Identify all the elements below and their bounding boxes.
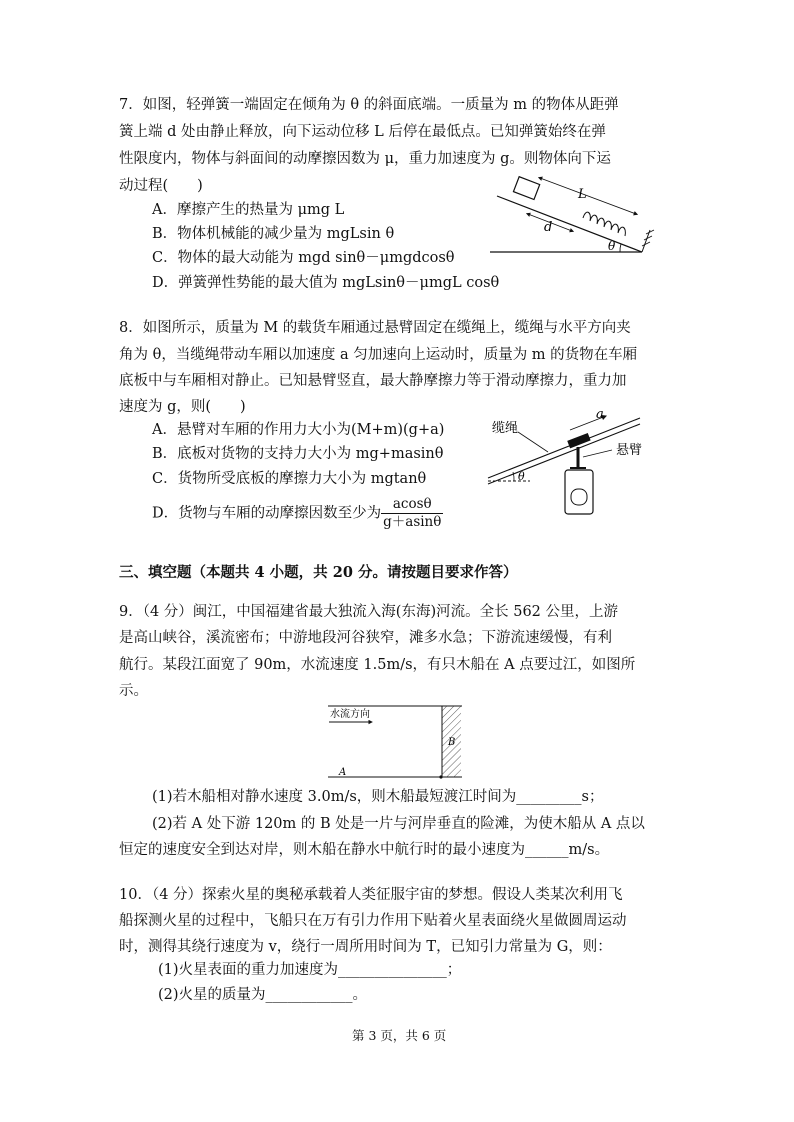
q10-stem-line-1: 10．（4 分）探索火星的奥秘承载着人类征服宇宙的梦想。假设人类某次利用飞 [119,887,623,903]
q8-option-c: C．货物所受底板的摩擦力大小为 mgtanθ [152,471,427,487]
q8-stem-line-3: 底板中与车厢相对静止。已知悬臂竖直，最大静摩擦力等于滑动摩擦力，重力加 [119,373,627,389]
q7-stem-line-3: 性限度内，物体与斜面间的动摩擦因数为 μ，重力加速度为 g。则物体向下运 [119,151,611,167]
q7-option-c: C．物体的最大动能为 mgd sinθ－μmgdcosθ [152,250,455,266]
q10-part-2: (2)火星的质量为____________。 [158,987,368,1003]
q7-label-L: L [578,187,587,202]
q9-stem-line-4: 示。 [119,683,148,699]
q10-stem-line-2: 船探测火星的过程中，飞船只在万有引力作用下贴着火星表面绕火星做圆周运动 [119,913,627,929]
q7-option-a: A．摩擦产生的热量为 μmg L [152,202,345,218]
q8-option-d-numerator: acosθ [381,496,443,514]
q8-option-d-prefix: D．货物与车厢的动摩擦因数至少为 [152,505,382,522]
q9-label-flow: 水流方向 [330,709,370,720]
page-footer: 第 3 页，共 6 页 [352,1028,447,1043]
q9-label-A: A [339,767,347,778]
q9-stem-line-1: 9．（4 分）闽江，中国福建省最大独流入海(东海)河流。全长 562 公里，上游 [119,604,619,620]
q8-stem-line-1: 8．如图所示，质量为 M 的载货车厢通过悬臂固定在缆绳上，缆绳与水平方向夹 [119,320,631,336]
q7-stem-line-4: 动过程( ) [119,178,203,194]
q9-label-B: B [448,737,456,748]
q7-option-b: B．物体机械能的减少量为 mgLsin θ [152,226,395,242]
q9-part-2-cont: 恒定的速度安全到达对岸，则木船在静水中航行时的最小速度为______m/s。 [119,842,610,858]
q7-stem-line-1: 7．如图，轻弹簧一端固定在倾角为 θ 的斜面底端。一质量为 m 的物体从距弹 [119,97,619,113]
q8-label-theta: θ [518,470,525,483]
q9-part-2: (2)若 A 处下游 120m 的 B 处是一片与河岸垂直的险滩，为使木船从 A 点以 [152,816,645,832]
q7-stem-line-2: 簧上端 d 处由静止释放，向下运动位移 L 后停在最低点。已知弹簧始终在弹 [119,124,606,140]
q7-label-d: d [544,220,553,235]
q9-stem-line-2: 是高山峡谷，溪流密布；中游地段河谷狭窄，滩多水急；下游流速缓慢，有利 [119,630,612,646]
q10-part-1: (1)火星表面的重力加速度为_______________； [158,962,462,978]
q7-option-d: D．弹簧弹性势能的最大值为 mgLsinθ－μmgL cosθ [152,275,500,291]
q9-stem-line-3: 航行。某段江面宽了 90m，水流速度 1.5m/s，有只木船在 A 点要过江，如图所 [119,657,636,673]
q10-stem-line-3: 时，测得其绕行速度为 v，绕行一周所用时间为 T，已知引力常量为 G，则： [119,939,612,955]
q8-label-cable: 缆绳 [492,421,519,436]
q8-label-arm: 悬臂 [616,443,643,458]
q8-stem-line-4: 速度为 g，则( ) [119,399,246,415]
section-3-heading: 三、填空题（本题共 4 小题，共 20 分。请按题目要求作答） [119,564,518,581]
q9-part-1: (1)若木船相对静水速度 3.0m/s，则木船最短渡江时间为_________s； [152,789,604,805]
q8-option-d-denominator: g＋asinθ [383,514,442,530]
q8-label-a: a [596,407,604,422]
q8-option-b: B．底板对货物的支持力大小为 mg+masinθ [152,446,444,462]
q8-stem-line-2: 角为 θ，当缆绳带动车厢以加速度 a 匀加速向上运动时，质量为 m 的货物在车厢 [119,347,638,363]
q8-option-a: A．悬臂对车厢的作用力大小为(M+m)(g+a) [152,422,445,438]
q7-label-theta: θ [608,239,616,253]
